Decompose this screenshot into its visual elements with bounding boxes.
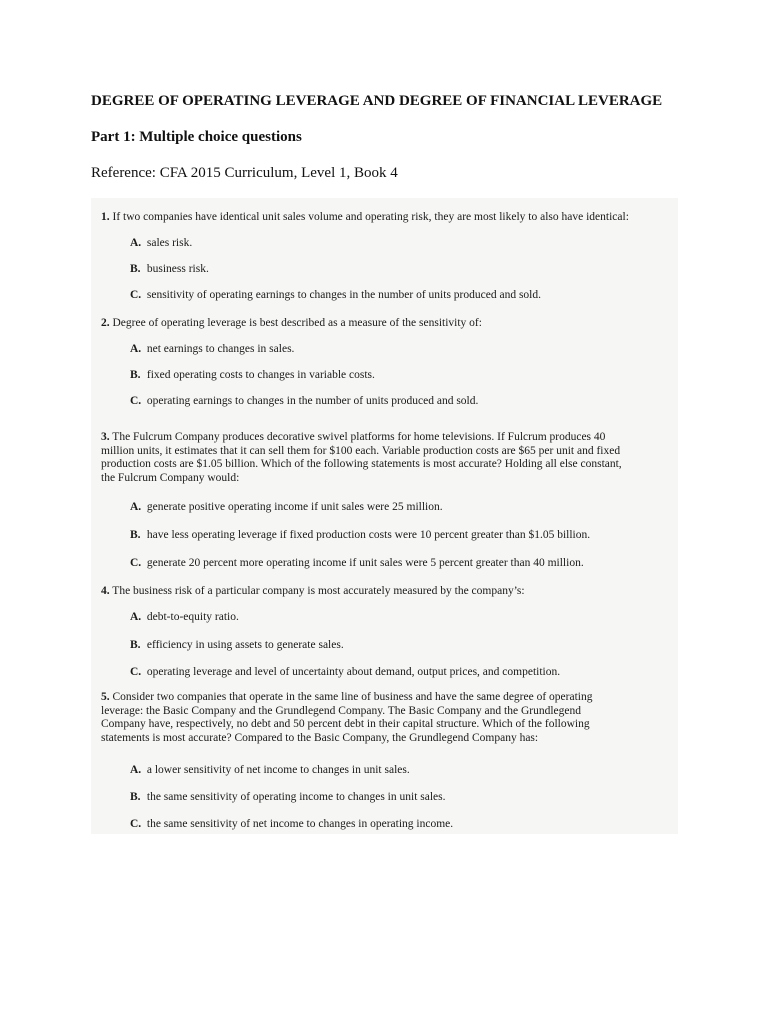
option-text: generate 20 percent more operating income if unit sales were 5 percent greater than 40 million. xyxy=(146,557,584,569)
option-letter: B. xyxy=(130,529,141,541)
question-stem: If two companies have identical unit sales volume and operating risk, they are most likely to also have identical: xyxy=(112,211,629,223)
option-1b xyxy=(130,263,209,275)
option-letter: A. xyxy=(130,611,142,623)
question-number: 5. xyxy=(101,691,110,703)
option-text: generate positive operating income if unit sales were 25 million. xyxy=(146,501,443,513)
option-text: efficiency in using assets to generate sales. xyxy=(146,639,344,651)
option-letter: B. xyxy=(130,263,141,275)
option-letter: C. xyxy=(130,666,142,678)
option-text: sales risk. xyxy=(146,237,193,249)
option-letter: C. xyxy=(130,818,142,830)
option-letter: C. xyxy=(130,557,142,569)
question-stem: The business risk of a particular company is most accurately measured by the company’s: xyxy=(112,585,525,597)
option-2b xyxy=(130,369,375,381)
option-letter: C. xyxy=(130,289,142,301)
option-5a xyxy=(130,764,410,776)
option-4b xyxy=(130,639,344,651)
option-text: have less operating leverage if fixed production costs were 10 percent greater than $1.05 billion. xyxy=(146,529,591,541)
question-stem: The Fulcrum Company produces decorative swivel platforms for home televisions. If Fulcrum produces 40 million units, it estimates that it can sell them for $100 each. Variable production costs are $65 per unit and fixed production costs are $1.05 billion. Which of the following statements is most accurate? Holding all else constant, the Fulcrum Company would: xyxy=(101,431,622,484)
option-text: sensitivity of operating earnings to changes in the number of units produced and sold. xyxy=(146,289,541,301)
question-5 xyxy=(101,691,592,745)
option-2c xyxy=(130,395,478,407)
question-number: 1. xyxy=(101,211,110,223)
document-title: DEGREE OF OPERATING LEVERAGE AND DEGREE OF FINANCIAL LEVERAGE xyxy=(91,93,663,109)
option-1c xyxy=(130,289,541,301)
option-4c xyxy=(130,666,560,678)
question-stem: Degree of operating leverage is best described as a measure of the sensitivity of: xyxy=(112,317,482,329)
option-3a xyxy=(130,501,443,513)
option-letter: A. xyxy=(130,501,142,513)
part-heading: Part 1: Multiple choice questions xyxy=(91,129,302,145)
option-5b xyxy=(130,791,446,803)
option-letter: B. xyxy=(130,639,141,651)
option-letter: A. xyxy=(130,764,142,776)
option-text: operating earnings to changes in the number of units produced and sold. xyxy=(146,395,479,407)
option-3b xyxy=(130,529,590,541)
option-text: business risk. xyxy=(146,263,209,275)
scanned-questions-image xyxy=(91,198,678,834)
option-5c xyxy=(130,818,453,830)
option-text: operating leverage and level of uncertainty about demand, output prices, and competition. xyxy=(146,666,561,678)
question-stem: Consider two companies that operate in the same line of business and have the same degree of operating leverage: the Basic Company and the Grundlegend Company. The Basic Company and the Grundlegend Company have, respectively, no debt and 50 percent debt in their capital structure. Which of the following statements is most accurate? Compared to the Basic Company, the Grundlegend Company has: xyxy=(101,691,593,744)
option-letter: A. xyxy=(130,343,142,355)
question-4 xyxy=(101,585,525,599)
question-number: 4. xyxy=(101,585,110,597)
option-3c xyxy=(130,557,584,569)
option-2a xyxy=(130,343,294,355)
option-letter: C. xyxy=(130,395,142,407)
option-letter: B. xyxy=(130,791,141,803)
option-4a xyxy=(130,611,239,623)
option-text: debt-to-equity ratio. xyxy=(146,611,239,623)
option-text: net earnings to changes in sales. xyxy=(146,343,295,355)
question-3 xyxy=(101,431,622,485)
question-number: 2. xyxy=(101,317,110,329)
question-1 xyxy=(101,211,629,225)
option-letter: B. xyxy=(130,369,141,381)
option-1a xyxy=(130,237,192,249)
question-number: 3. xyxy=(101,431,110,443)
reference-line: Reference: CFA 2015 Curriculum, Level 1, Book 4 xyxy=(91,165,398,181)
question-2 xyxy=(101,317,482,331)
option-text: a lower sensitivity of net income to changes in unit sales. xyxy=(146,764,410,776)
option-text: the same sensitivity of operating income to changes in unit sales. xyxy=(146,791,446,803)
option-text: fixed operating costs to changes in variable costs. xyxy=(146,369,375,381)
option-letter: A. xyxy=(130,237,142,249)
option-text: the same sensitivity of net income to changes in operating income. xyxy=(146,818,454,830)
